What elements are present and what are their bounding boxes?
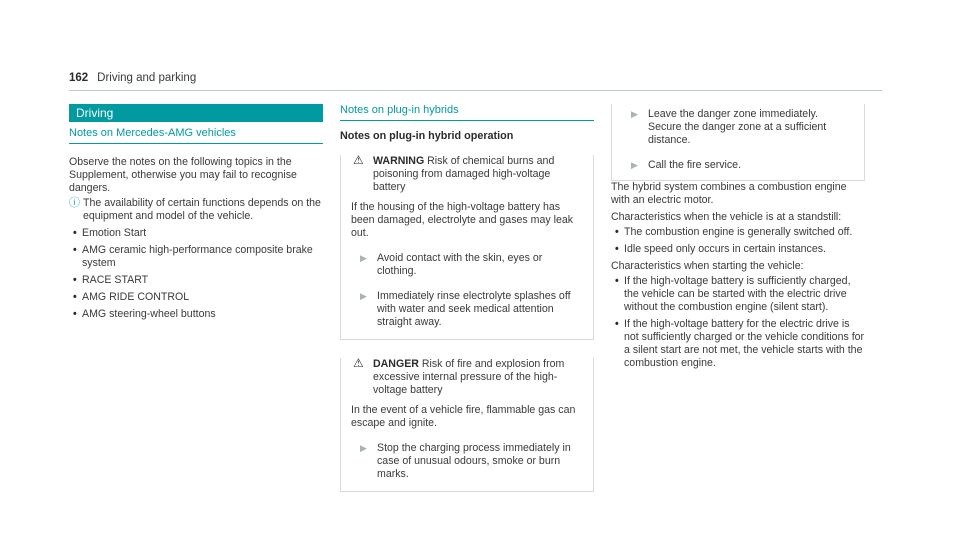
danger-label: DANGER: [373, 358, 419, 370]
action-text: Stop the charging process immediately in case of unusual odours, smoke or burn marks.: [377, 442, 571, 480]
bullet-icon: •: [615, 243, 619, 255]
action-text: Leave the danger zone immediately. Secure the danger zone at a sufficient distance.: [648, 108, 827, 146]
list-item: [69, 308, 323, 321]
action-text: Call the fire service.: [648, 159, 742, 171]
list-item: [611, 226, 865, 239]
amg-topic-list: [69, 227, 323, 321]
bullet-icon: •: [615, 275, 619, 287]
list-item: [611, 243, 865, 256]
page-number: 162: [69, 72, 89, 84]
bullet-icon: •: [73, 227, 77, 239]
action-arrow-icon: ▶: [360, 253, 367, 263]
list-item-text: AMG steering-wheel buttons: [82, 308, 216, 320]
action-step: [622, 159, 854, 172]
standstill-list: [611, 226, 865, 256]
list-item: [69, 244, 323, 270]
section-title: Driving: [69, 104, 323, 122]
list-item: [611, 275, 865, 314]
list-item-text: Emotion Start: [82, 227, 147, 239]
bullet-icon: •: [615, 318, 619, 330]
warning-triangle-icon: ⚠: [353, 356, 364, 370]
heading-hybrid-operation: Notes on plug-in hybrid operation: [340, 130, 514, 142]
starting-heading: Characteristics when starting the vehicle:: [611, 260, 804, 272]
intro-text: Observe the notes on the following topics in the Supplement, otherwise you may fail to recognise dangers.: [69, 156, 297, 194]
warning-triangle-icon: ⚠: [353, 153, 364, 167]
danger-box: [340, 358, 594, 492]
list-item: [69, 227, 323, 240]
subheading-plug-in: Notes on plug-in hybrids: [340, 104, 594, 121]
danger-box-continued: [611, 104, 865, 181]
list-item-text: AMG ceramic high-performance composite brake system: [82, 244, 313, 269]
warning-label: WARNING: [373, 155, 425, 167]
list-item-text: If the high-voltage battery for the electric drive is not sufficiently charged or the vehicle conditions for a silent start are not met, the vehicle starts with the combustion engine.: [624, 318, 865, 369]
action-text: Immediately rinse electrolyte splashes off with water and seek medical attention straight away.: [377, 290, 571, 328]
action-arrow-icon: ▶: [631, 109, 638, 119]
list-item: [69, 274, 323, 287]
info-icon: ⓘ: [69, 197, 80, 209]
standstill-heading: Characteristics when the vehicle is at a standstill:: [611, 211, 842, 223]
hybrid-system-description: [611, 181, 865, 374]
bullet-icon: •: [73, 308, 77, 320]
column-driving: [69, 104, 323, 325]
bullet-icon: •: [73, 291, 77, 303]
action-step: [351, 252, 583, 278]
danger-header: [351, 358, 583, 397]
hybrid-intro: The hybrid system combines a combustion engine with an electric motor.: [611, 181, 847, 206]
list-item: [611, 318, 865, 370]
action-step: [622, 108, 854, 147]
warning-box: [340, 155, 594, 340]
list-item-text: The combustion engine is generally switched off.: [624, 226, 853, 238]
list-item-text: AMG RIDE CONTROL: [82, 291, 190, 303]
action-arrow-icon: ▶: [631, 160, 638, 170]
bullet-icon: •: [73, 244, 77, 256]
info-note-text: The availability of certain functions depends on the equipment and model of the vehicle.: [83, 197, 321, 222]
bullet-icon: •: [73, 274, 77, 286]
warning-header: [351, 155, 583, 194]
page-title: Driving and parking: [97, 72, 197, 84]
danger-text: Risk of fire and explosion from excessive internal pressure of the high-voltage battery: [373, 358, 565, 396]
subheading-amg: Notes on Mercedes-AMG vehicles: [69, 127, 323, 144]
action-arrow-icon: ▶: [360, 291, 367, 301]
warning-body: If the housing of the high-voltage battery has been damaged, electrolyte and gases may leak out.: [351, 201, 574, 239]
action-arrow-icon: ▶: [360, 443, 367, 453]
bullet-icon: •: [615, 226, 619, 238]
warning-text: Risk of chemical burns and poisoning from damaged high-voltage battery: [373, 155, 555, 193]
starting-list: [611, 275, 865, 370]
column-plug-in-hybrids: [340, 104, 594, 492]
action-step: [351, 290, 583, 329]
column-hybrid-continued: [611, 104, 865, 181]
list-item-text: Idle speed only occurs in certain instances.: [624, 243, 826, 255]
danger-body: In the event of a vehicle fire, flammable gas can escape and ignite.: [351, 404, 576, 429]
list-item-text: If the high-voltage battery is sufficiently charged, the vehicle can be started with the electric drive without the combustion engine (silent start).: [624, 275, 851, 313]
action-text: Avoid contact with the skin, eyes or clothing.: [377, 252, 543, 277]
list-item: [69, 291, 323, 304]
list-item-text: RACE START: [82, 274, 149, 286]
info-note: [69, 197, 323, 223]
page-header: [69, 72, 882, 91]
action-step: [351, 442, 583, 481]
